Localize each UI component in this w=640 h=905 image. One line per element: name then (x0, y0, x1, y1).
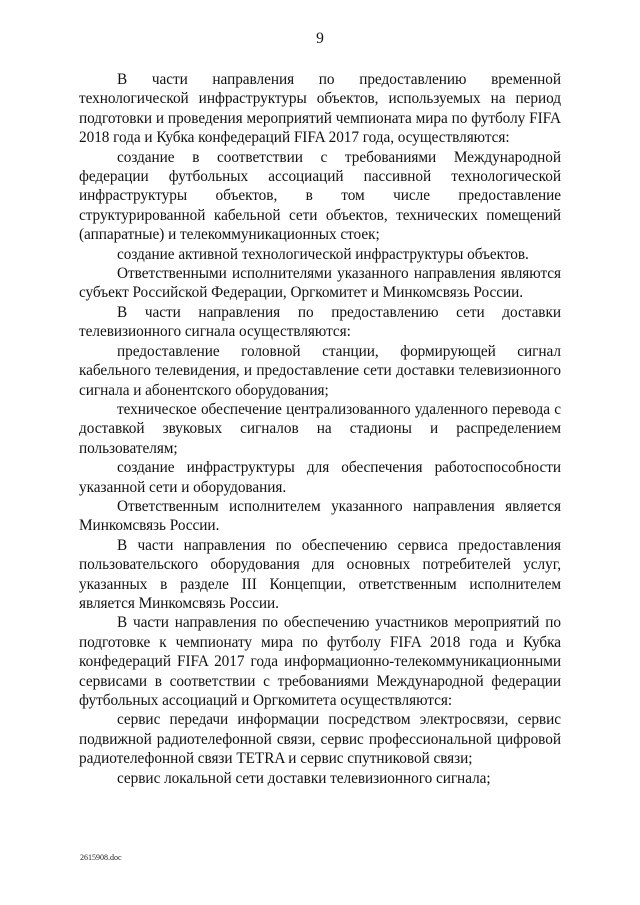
paragraph: создание в соответствии с требованиями Международной федерации футбольных ассоциаций пассивной технологической инфраструктуры объектов, в том числе предоставление структурированной кабельной сети объектов, технических помещений (аппаратные) и телекоммуникационных стоек; (79, 148, 561, 244)
footer-filename: 2615908.doc (80, 853, 122, 862)
paragraph: В части направления по предоставлению временной технологической инфраструктуры объектов, используемых на период подготовки и проведения мероприятий чемпионата мира по футболу FIFA 2018 года и Кубка конфедераций FIFA 2017 года, осуществляются: (79, 71, 561, 147)
paragraph: создание активной технологической инфраструктуры объектов. (117, 245, 529, 263)
paragraph: предоставление головной станции, формирующей сигнал кабельного телевидения, и предоставление сети доставки телевизионного сигнала и абонентского оборудования; (79, 342, 561, 399)
document-body (79, 70, 561, 788)
page-number: 9 (316, 30, 324, 47)
paragraph: Ответственным исполнителем указанного направления является Минкомсвязь России. (79, 497, 561, 535)
paragraph: сервис локальной сети доставки телевизионного сигнала; (117, 769, 491, 787)
paragraph: В части направления по обеспечению сервиса предоставления пользовательского оборудования для основных потребителей услуг, указанных в разделе III Концепции, ответственным исполнителем является Минкомсвязь России. (79, 536, 561, 612)
paragraph: Ответственными исполнителями указанного направления являются субъект Российской Федерации, Оргкомитет и Минкомсвязь России. (79, 265, 561, 302)
paragraph: В части направления по обеспечению участников мероприятий по подготовке к чемпионату мира по футболу FIFA 2018 года и Кубка конфедераций FIFA 2017 года информационно-телекоммуникационными сервисами в соответствии с требованиями Международной федерации футбольных ассоциаций и Оргкомитета осуществляются: (79, 614, 561, 709)
paragraph: В части направления по предоставлению сети доставки телевизионного сигнала осуществляются: (79, 303, 561, 341)
paragraph: сервис передачи информации посредством электросвязи, сервис подвижной радиотелефонной связи, сервис профессиональной цифровой радиотелефонной связи TETRA и сервис спутниковой связи; (79, 711, 561, 768)
paragraph: создание инфраструктуры для обеспечения работоспособности указанной сети и оборудования. (79, 459, 561, 496)
paragraph: техническое обеспечение централизованного удаленного перевода с доставкой звуковых сигналов на стадионы и распределением пользователям; (79, 400, 561, 457)
